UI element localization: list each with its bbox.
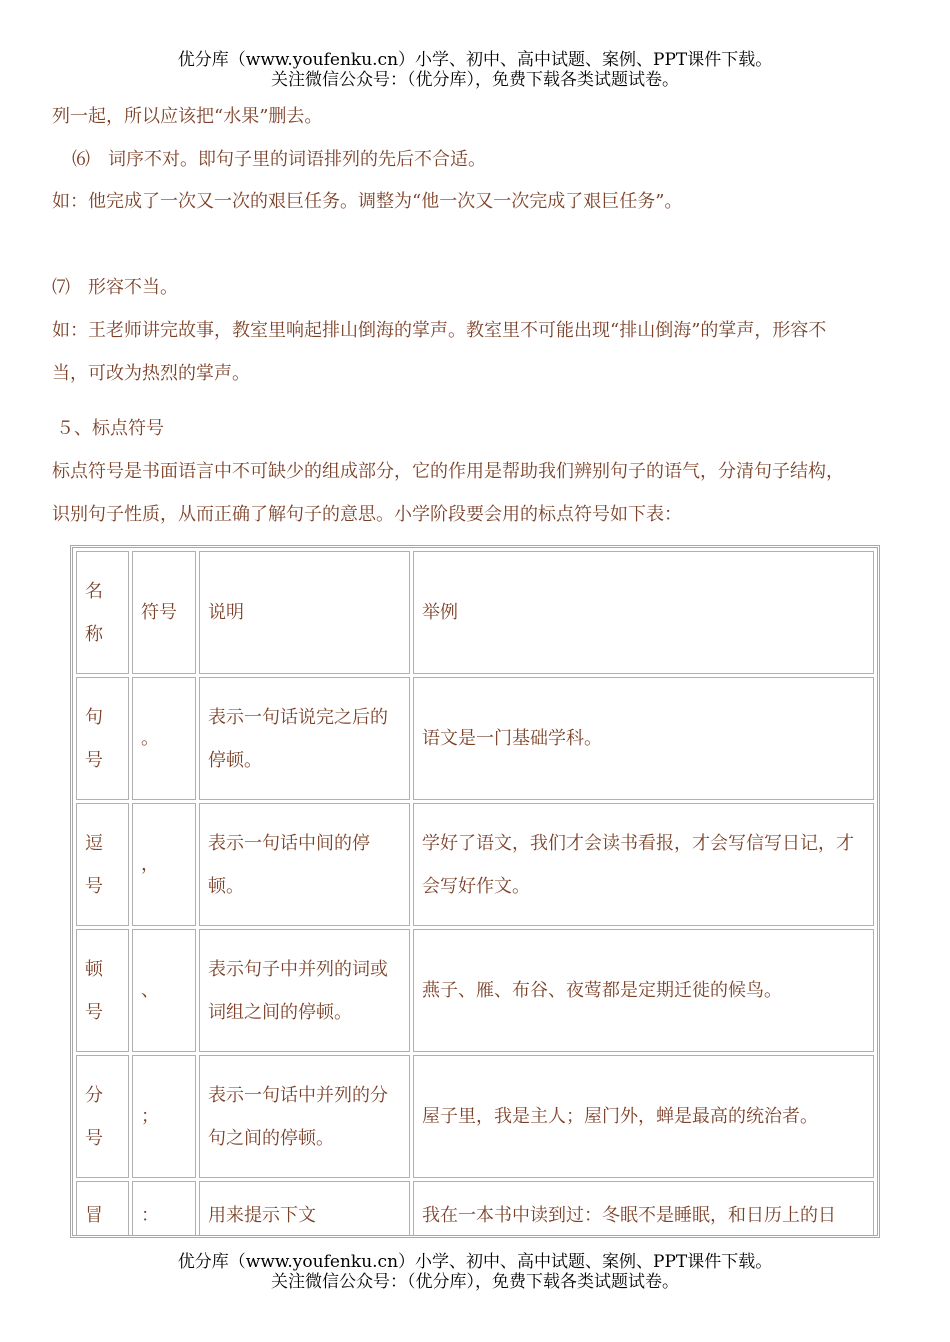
cell-example: 燕子、雁、布谷、夜莺都是定期迁徙的候鸟。 bbox=[413, 929, 874, 1052]
punctuation-table bbox=[70, 545, 880, 1238]
cell-example: 学好了语文，我们才会读书看报，才会写信写日记，才会写好作文。 bbox=[413, 803, 874, 926]
section-heading-punctuation: ５、标点符号 bbox=[56, 418, 164, 439]
paragraph-1: 列一起，所以应该把“水果”删去。 bbox=[52, 106, 323, 127]
cell-name: 句号 bbox=[76, 677, 129, 800]
cell-name: 分号 bbox=[76, 1055, 129, 1178]
cell-description: 表示一句话说完之后的停顿。 bbox=[199, 677, 410, 800]
table-row bbox=[76, 1181, 874, 1238]
header-cell-example: 举例 bbox=[413, 551, 874, 674]
footer-line-1: 优分库（www.youfenku.cn）小学、初中、高中试题、案例、PPT课件下载。 bbox=[177, 1252, 773, 1272]
table-row bbox=[76, 1055, 874, 1178]
cell-symbol: ： bbox=[132, 1181, 196, 1238]
page-footer bbox=[0, 1252, 950, 1292]
paragraph-description-example-2: 当，可改为热烈的掌声。 bbox=[52, 363, 250, 384]
cell-symbol: ， bbox=[132, 803, 196, 926]
table-header-row bbox=[76, 551, 874, 674]
paragraph-word-order: ⑹ 词序不对。即句子里的词语排列的先后不合适。 bbox=[72, 149, 486, 170]
header-line-1: 优分库（www.youfenku.cn）小学、初中、高中试题、案例、PPT课件下载。 bbox=[177, 50, 773, 70]
cell-description: 表示一句话中间的停顿。 bbox=[199, 803, 410, 926]
header-line-2: 关注微信公众号：（优分库），免费下载各类试题试卷。 bbox=[271, 70, 679, 90]
cell-name: 冒 bbox=[76, 1181, 129, 1238]
paragraph-description-example-1: 如：王老师讲完故事，教室里响起排山倒海的掌声。教室里不可能出现“排山倒海”的掌声，形容不 bbox=[52, 320, 827, 341]
cell-description: 表示句子中并列的词或词组之间的停顿。 bbox=[199, 929, 410, 1052]
cell-name: 顿号 bbox=[76, 929, 129, 1052]
header-cell-symbol: 符号 bbox=[132, 551, 196, 674]
cell-example: 屋子里，我是主人；屋门外，蝉是最高的统治者。 bbox=[413, 1055, 874, 1178]
paragraph-punctuation-2: 识别句子性质，从而正确了解句子的意思。小学阶段要会用的标点符号如下表： bbox=[52, 504, 682, 525]
cell-symbol: 。 bbox=[132, 677, 196, 800]
table-row bbox=[76, 677, 874, 800]
cell-symbol: ； bbox=[132, 1055, 196, 1178]
header-cell-name: 名称 bbox=[76, 551, 129, 674]
paragraph-punctuation-1: 标点符号是书面语言中不可缺少的组成部分，它的作用是帮助我们辨别句子的语气，分清句子结构， bbox=[52, 461, 844, 482]
footer-line-2: 关注微信公众号：（优分库），免费下载各类试题试卷。 bbox=[271, 1272, 679, 1292]
cell-symbol: 、 bbox=[132, 929, 196, 1052]
cell-example: 语文是一门基础学科。 bbox=[413, 677, 874, 800]
table-row bbox=[76, 929, 874, 1052]
paragraph-description: ⑺ 形容不当。 bbox=[52, 277, 178, 298]
header-cell-description: 说明 bbox=[199, 551, 410, 674]
cell-name: 逗号 bbox=[76, 803, 129, 926]
cell-description: 表示一句话中并列的分句之间的停顿。 bbox=[199, 1055, 410, 1178]
table-row bbox=[76, 803, 874, 926]
cell-example: 我在一本书中读到过：冬眠不是睡眠，和日历上的日 bbox=[413, 1181, 874, 1238]
cell-description: 用来提示下文 bbox=[199, 1181, 410, 1238]
page-header bbox=[0, 50, 950, 90]
paragraph-word-order-example: 如：他完成了一次又一次的艰巨任务。调整为“他一次又一次完成了艰巨任务”。 bbox=[52, 191, 683, 212]
